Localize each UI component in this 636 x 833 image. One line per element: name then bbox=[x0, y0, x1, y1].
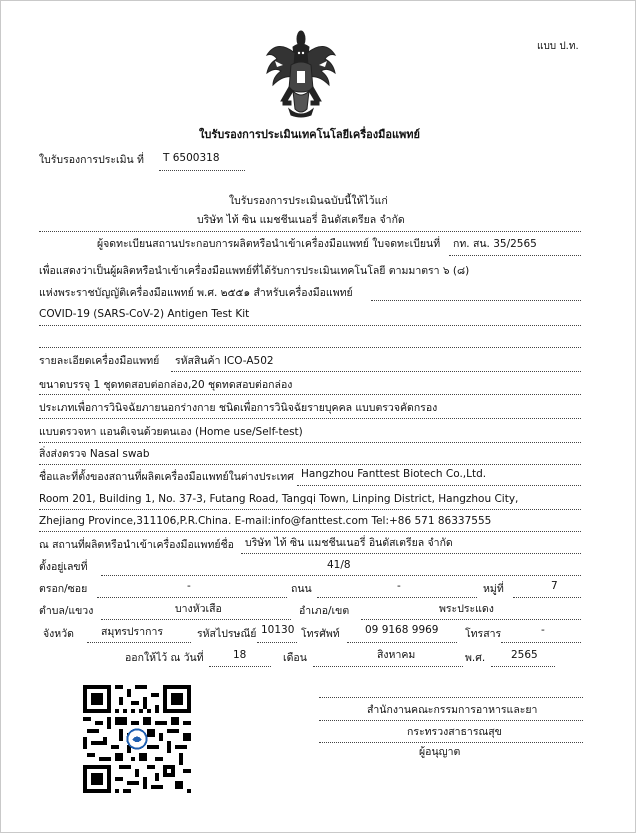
form-code: แบบ ป.ท. bbox=[537, 41, 579, 52]
subdistrict-label: ตำบล/แขวง bbox=[39, 605, 94, 617]
detail-label: รายละเอียดเครื่องมือแพทย์ bbox=[39, 355, 160, 367]
license-number: กท. สน. 35/2565 bbox=[453, 238, 537, 250]
district-label: อำเภอ/เขต bbox=[299, 605, 350, 617]
law-text: แห่งพระราชบัญญัติเครื่องมือแพทย์ พ.ศ. ๒๕๕๑ สำหรับเครื่องมือแพทย์ bbox=[39, 287, 353, 299]
issued-to-line: ใบรับรองการประเมินฉบับนี้ให้ไว้แก่ bbox=[229, 195, 388, 207]
issued-company: บริษัท ไท้ ซิน แมชชีนเนอรี่ อินดัสเตรียล จำกัด bbox=[197, 214, 405, 226]
qr-code[interactable] bbox=[83, 685, 191, 793]
province-value: สมุทรปราการ bbox=[101, 626, 163, 638]
manufacturer-address-2: Zhejiang Province,311106,P.R.China. E-mail:info@fanttest.com Tel:+86 571 86337555 bbox=[39, 515, 492, 527]
year-label: พ.ศ. bbox=[465, 652, 486, 664]
garuda-emblem-icon bbox=[263, 29, 339, 119]
fax-value: - bbox=[541, 624, 545, 636]
pack-size: ขนาดบรรจุ 1 ชุดทดสอบต่อกล่อง,20 ชุดทดสอบต่อกล่อง bbox=[39, 379, 293, 391]
moo-label: หมู่ที่ bbox=[483, 583, 504, 595]
product-code: รหัสสินค้า ICO-A502 bbox=[175, 355, 274, 367]
self-test: แบบตรวจหา แอนติเจนด้วยตนเอง (Home use/Self-test) bbox=[39, 426, 303, 438]
phone-value: 09 9168 9969 bbox=[365, 624, 439, 636]
fax-label: โทรสาร bbox=[465, 628, 502, 640]
product-name: COVID-19 (SARS-CoV-2) Antigen Test Kit bbox=[39, 308, 250, 320]
given-date-label: ออกให้ไว้ ณ วันที่ bbox=[125, 652, 204, 664]
document-title: ใบรับรองการประเมินเทคโนโลยีเครื่องมือแพทย์ bbox=[199, 128, 420, 141]
certificate-number-label: ใบรับรองการประเมิน ที่ bbox=[39, 154, 144, 166]
address-number: 41/8 bbox=[327, 559, 351, 571]
importer-name: บริษัท ไท้ ซิน แมชชีนเนอรี่ อินดัสเตรียล จำกัด bbox=[245, 537, 453, 549]
postal-value: 10130 bbox=[261, 624, 295, 636]
manufacturer-address-1: Room 201, Building 1, No. 37-3, Futang Road, Tangqi Town, Linping District, Hangzhou City, bbox=[39, 493, 519, 505]
month-label: เดือน bbox=[283, 652, 307, 664]
licensor-label: ผู้อนุญาต bbox=[419, 746, 461, 758]
license-text: ผู้จดทะเบียนสถานประกอบการผลิตหรือนำเข้าเครื่องมือแพทย์ ใบจดทะเบียนที่ bbox=[97, 238, 441, 250]
purpose-text: เพื่อแสดงว่าเป็นผู้ผลิตหรือนำเข้าเครื่องมือแพทย์ที่ได้รับการประเมินเทคโนโลยี ตามมาตรา ๖ (๘) bbox=[39, 265, 470, 277]
phone-label: โทรศัพท์ bbox=[301, 628, 340, 640]
road-label: ถนน bbox=[291, 583, 312, 595]
ministry-name: กระทรวงสาธารณสุข bbox=[407, 726, 502, 738]
device-type: ประเภทเพื่อการวินิจฉัยภายนอกร่างกาย ชนิดเพื่อการวินิจฉัยรายบุคคล แบบตรวจคัดกรอง bbox=[39, 402, 438, 414]
district-value: พระประแดง bbox=[439, 603, 494, 615]
subdistrict-value: บางหัวเสือ bbox=[175, 603, 222, 615]
importer-label: ณ สถานที่ผลิตหรือนำเข้าเครื่องมือแพทย์ชื่อ bbox=[39, 539, 234, 551]
certificate-number: T 6500318 bbox=[163, 152, 220, 164]
postal-label: รหัสไปรษณีย์ bbox=[197, 628, 257, 640]
soi-value: - bbox=[187, 580, 191, 592]
given-day: 18 bbox=[233, 649, 247, 661]
manufacturer-name: Hangzhou Fanttest Biotech Co.,Ltd. bbox=[301, 468, 487, 480]
manufacturer-label: ชื่อและที่ตั้งของสถานที่ผลิตเครื่องมือแพทย์ในต่างประเทศ bbox=[39, 471, 294, 483]
given-year: 2565 bbox=[511, 649, 538, 661]
address-label: ตั้งอยู่เลขที่ bbox=[39, 561, 88, 573]
given-month: สิงหาคม bbox=[377, 649, 416, 661]
office-name: สำนักงานคณะกรรมการอาหารและยา bbox=[367, 704, 538, 716]
province-label: จังหวัด bbox=[43, 628, 74, 640]
road-value: - bbox=[397, 580, 401, 592]
moo-value: 7 bbox=[551, 580, 558, 592]
specimen: สิ่งส่งตรวจ Nasal swab bbox=[39, 448, 150, 460]
soi-label: ตรอก/ซอย bbox=[39, 583, 88, 595]
